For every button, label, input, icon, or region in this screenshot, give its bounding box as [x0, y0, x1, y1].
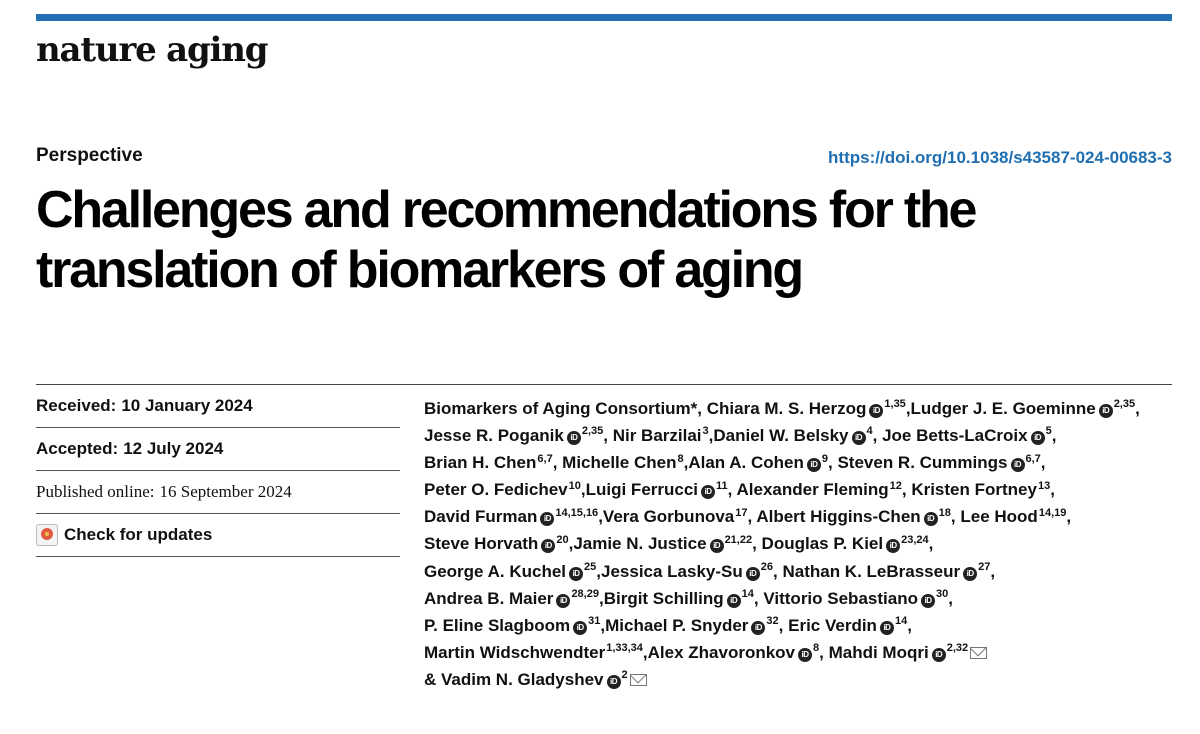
author-name[interactable]: P. Eline Slagboom [424, 615, 571, 635]
affiliation-superscript: 11 [716, 479, 728, 492]
author-name[interactable]: Peter O. Fedichev [424, 480, 568, 500]
author-name[interactable]: Daniel W. Belsky [713, 426, 849, 446]
article-history [36, 385, 400, 557]
orcid-icon[interactable]: iD [1099, 404, 1113, 418]
crossmark-icon [36, 524, 58, 546]
author-item [424, 589, 599, 608]
author-item [911, 399, 1136, 418]
affiliation-superscript: 21,22 [724, 533, 753, 546]
author-name[interactable]: Mahdi Moqri [828, 642, 929, 662]
author-item [601, 562, 773, 581]
affiliation-superscript: 6,7 [537, 452, 553, 465]
check-for-updates-button[interactable] [36, 514, 400, 557]
orcid-icon[interactable]: iD [727, 594, 741, 608]
author-name[interactable]: George A. Kuchel [424, 561, 567, 581]
article-type: Perspective [36, 145, 143, 166]
author-name[interactable]: Michael P. Snyder [605, 615, 749, 635]
orcid-icon[interactable]: iD [751, 621, 765, 635]
author-name[interactable]: Chiara M. S. Herzog [706, 399, 867, 418]
author-name[interactable]: Biomarkers of Aging Consortium* [424, 399, 698, 418]
orcid-icon[interactable]: iD [607, 675, 621, 689]
accepted-label: Accepted: [36, 439, 119, 458]
orcid-icon[interactable]: iD [569, 567, 583, 581]
author-item [829, 643, 988, 662]
author-item [586, 480, 728, 499]
author-item [424, 562, 596, 581]
affiliation-superscript: 1,33,34 [606, 642, 643, 655]
affiliation-superscript: 2,32 [946, 642, 969, 655]
author-item [424, 534, 569, 553]
orcid-icon[interactable]: iD [567, 431, 581, 445]
received-label: Received: [36, 396, 117, 415]
author-name[interactable]: Nathan K. LeBrasseur [782, 561, 961, 581]
author-item [424, 643, 643, 662]
affiliation-superscript: 9 [821, 452, 828, 465]
author-name[interactable]: Alan A. Cohen [688, 453, 804, 473]
article-title: Challenges and recommendations for the translation of biomarkers of aging [36, 181, 976, 299]
author-item [707, 399, 906, 418]
affiliation-superscript: 17 [735, 506, 748, 519]
received-date [36, 385, 400, 428]
affiliation-superscript: 32 [766, 615, 779, 628]
doi-link[interactable]: https://doi.org/10.1038/s43587-024-00683-3 [828, 148, 1172, 167]
author-name[interactable]: Jessica Lasky-Su [601, 561, 743, 581]
author-item [688, 453, 828, 472]
author-item [737, 480, 902, 499]
author-item [562, 453, 683, 472]
journal-logo[interactable]: nature aging [36, 30, 268, 70]
author-name[interactable]: Douglas P. Kiel [761, 534, 884, 554]
author-item [424, 426, 603, 445]
orcid-icon[interactable]: iD [746, 567, 760, 581]
author-name[interactable]: Jesse R. Poganik [424, 426, 564, 446]
orcid-icon[interactable]: iD [963, 567, 977, 581]
affiliation-superscript: 14 [741, 588, 754, 600]
affiliation-superscript: 4 [866, 425, 873, 438]
author-item [837, 453, 1040, 472]
author-name[interactable]: Luigi Ferrucci [585, 480, 699, 500]
author-name[interactable]: Vera Gorbunova [602, 507, 735, 527]
affiliation-superscript: 27 [978, 560, 991, 573]
author-item [613, 426, 709, 445]
accepted-value: 12 July 2024 [123, 439, 224, 458]
author-name[interactable]: Nir Barzilai [612, 426, 702, 446]
orcid-icon[interactable]: iD [869, 404, 883, 418]
author-name[interactable]: Alexander Fleming [736, 480, 889, 500]
affiliation-superscript: 2 [621, 669, 628, 682]
author-name[interactable]: Vittorio Sebastiano [763, 588, 918, 608]
orcid-icon[interactable]: iD [798, 648, 812, 662]
author-name[interactable]: Albert Higgins-Chen [756, 507, 921, 527]
affiliation-superscript: 25 [584, 560, 597, 573]
author-item [762, 534, 929, 553]
affiliation-superscript: 14,19 [1038, 506, 1067, 519]
orcid-icon[interactable]: iD [556, 594, 570, 608]
author-item [424, 670, 647, 689]
affiliation-superscript: 5 [1045, 425, 1052, 438]
orcid-icon[interactable]: iD [924, 512, 938, 526]
author-item [756, 507, 951, 526]
author-item [788, 616, 907, 635]
author-item [782, 562, 990, 581]
affiliation-superscript: 2,35 [1113, 398, 1136, 411]
affiliation-superscript: 20 [556, 533, 569, 546]
published-value: 16 September 2024 [159, 482, 292, 501]
affiliation-superscript: 3 [702, 425, 709, 438]
author-name[interactable]: Steven R. Cummings [837, 453, 1008, 473]
orcid-icon[interactable]: iD [886, 539, 900, 553]
affiliation-superscript: 14 [894, 615, 908, 628]
author-name[interactable]: Michelle Chen [562, 453, 677, 473]
affiliation-superscript: 13 [1037, 479, 1051, 492]
author-name[interactable]: Eric Verdin [788, 615, 877, 635]
orcid-icon[interactable]: iD [852, 431, 866, 445]
author-item [605, 616, 779, 635]
mail-icon[interactable] [970, 647, 987, 659]
orcid-icon[interactable]: iD [701, 485, 715, 499]
orcid-icon[interactable]: iD [932, 648, 946, 662]
author-name[interactable]: David Furman [424, 507, 538, 527]
published-label: Published online: [36, 482, 155, 501]
author-item [713, 426, 872, 445]
author-item [648, 643, 820, 662]
author-name[interactable]: Kristen Fortney [911, 480, 1037, 500]
author-name[interactable]: Andrea B. Maier [424, 588, 554, 608]
affiliation-superscript: 23,24 [901, 533, 929, 546]
author-name[interactable]: Steve Horvath [424, 534, 539, 554]
orcid-icon[interactable]: iD [921, 594, 935, 608]
author-item [960, 507, 1066, 526]
affiliation-superscript: 8 [813, 642, 820, 655]
author-item [911, 480, 1050, 499]
author-name[interactable]: Lee Hood [960, 507, 1038, 527]
author-item [424, 399, 697, 418]
author-name[interactable]: & Vadim N. Gladyshev [424, 669, 604, 689]
author-name[interactable]: Birgit Schilling [603, 588, 724, 608]
orcid-icon[interactable]: iD [880, 621, 894, 635]
affiliation-superscript: 18 [938, 506, 951, 519]
affiliation-superscript: 1,35 [884, 398, 906, 411]
orcid-icon[interactable]: iD [540, 512, 554, 526]
author-item [603, 507, 748, 526]
author-item [424, 480, 581, 499]
affiliation-superscript: 26 [760, 560, 774, 573]
author-item [604, 589, 754, 608]
author-item [424, 507, 598, 526]
affiliation-superscript: 10 [568, 479, 581, 492]
orcid-icon[interactable]: iD [1031, 431, 1045, 445]
author-name[interactable]: Martin Widschwendter [424, 642, 606, 662]
orcid-icon[interactable]: iD [1011, 458, 1025, 472]
published-date [36, 471, 400, 514]
author-name[interactable]: Jamie N. Justice [573, 534, 707, 554]
author-item [424, 616, 600, 635]
check-updates-label: Check for updates [64, 525, 213, 544]
author-list: Biomarkers of Aging Consortium*, Chiara M. S. Herzog iD$^{1,35}$,Ludger J. E. Goeminne iD$^{2,35}$, Jesse R. Poganik iD$^{2,35}$, Nir Barzilai$^3$,Daniel W. Belsky $iD^4$, Joe Betts-LaCroix $iD^5$, Brian H. Chen$^{6,7}$, Michelle Chen$^8$,Alan A. Cohen $iD^9$, Steven R. Cummings iD$^{6,7}$, Peter O. Fedichev$^{10}$,Luigi Ferrucci $iD^{11}$, Alexander Fleming$^{12}$, Kristen Fortney$^{13}$, David Furman iD$^{14,15,16}$,Vera Gorbunova$^{17}$, Albert Higgins-Chen $iD^{18}$, Lee Hood$^{14,19}$, Steve Horvath $iD^{20},Jamie$ N. Justice iD$^{21,22}$, Douglas P. Kiel iD$^{23,24}$, George A. Kuchel $iD^{25},Jessica$ Lasky-Su $iD^{26}$, Nathan K. LeBrasseur $iD^{27}$, Andrea B. Maier iD$^{28,29}$,Birgit Schilling $iD^{14}$, Vittorio Sebastiano $iD^{30}$, P. Eline Slagboom $iD^{31},Michael$ P. Snyder $iD^{32}$, Eric Verdin $iD^{14}$, Martin Widschwendter$^{1,33,34}$,Alex Zhavoronkov $iD^8$, Mahdi Moqri iD$^{2,32}$ & Vadim N. Gladyshev $iD^2$ [424, 398, 1140, 689]
orcid-icon[interactable]: iD [807, 458, 821, 472]
author-name[interactable]: Alex Zhavoronkov [647, 642, 796, 662]
affiliation-superscript: 14,15,16 [555, 506, 599, 519]
author-item [763, 589, 948, 608]
author-name[interactable]: Ludger J. E. Goeminne [910, 399, 1096, 418]
affiliation-superscript: 12 [889, 479, 902, 492]
orcid-icon[interactable]: iD [573, 621, 587, 635]
affiliation-superscript: 30 [935, 588, 949, 600]
received-value: 10 January 2024 [121, 396, 253, 415]
affiliation-superscript: 2,35 [581, 425, 604, 438]
affiliation-superscript: 28,29 [571, 588, 599, 600]
author-item [882, 426, 1052, 445]
affiliation-superscript: 6,7 [1025, 452, 1041, 465]
author-name[interactable]: Brian H. Chen [424, 453, 537, 473]
top-rule [36, 14, 1172, 21]
orcid-icon[interactable]: iD [710, 539, 724, 553]
orcid-icon[interactable]: iD [541, 539, 555, 553]
affiliation-superscript: 31 [588, 615, 601, 628]
accepted-date [36, 428, 400, 471]
author-name[interactable]: Joe Betts-LaCroix [882, 426, 1028, 446]
author-item [573, 534, 752, 553]
affiliation-superscript: 8 [677, 452, 684, 465]
author-item [424, 453, 553, 472]
mail-icon[interactable] [630, 674, 647, 686]
